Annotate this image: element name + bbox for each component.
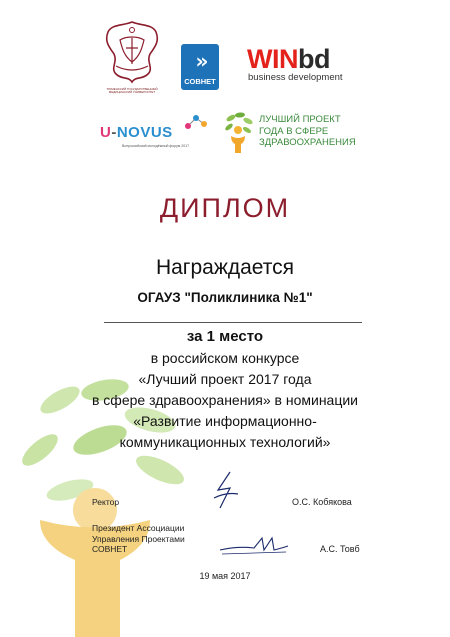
award-text-line: коммуникационных технологий» <box>119 434 331 450</box>
crest-icon <box>100 18 164 86</box>
president-title <box>92 523 185 555</box>
best-project-line: ГОДА В СФЕРЕ <box>259 125 329 137</box>
unovus-novus-text: NOVUS <box>116 124 173 141</box>
best-project-logo <box>223 108 363 158</box>
recipient-name: ОГАУЗ "Поликлиника №1" <box>137 290 313 305</box>
president-signature <box>218 532 290 558</box>
best-project-line: ЗДРАВООХРАНЕНИЯ <box>259 137 356 148</box>
president-title-line: Управления Проектами <box>92 533 185 544</box>
unovus-u-text: U <box>100 124 112 141</box>
rector-signature <box>200 468 250 518</box>
unovus-caption: Всероссийский молодёжный форум 2017 <box>122 144 190 148</box>
unovus-dash-text: - <box>111 124 117 141</box>
award-text-line: «Развитие информационно- <box>133 413 317 429</box>
rector-label: Ректор <box>92 497 120 507</box>
sovnet-label: СОВНЕТ <box>184 77 216 86</box>
rector-name: О.С. Кобякова <box>292 497 352 507</box>
divider-line <box>104 322 362 323</box>
award-text-line: в сфере здравоохранения» в номинации <box>91 392 358 408</box>
diploma-title: ДИПЛОМ <box>159 193 291 223</box>
president-title-line: СОВНЕТ <box>92 544 128 554</box>
place-award: за 1 место <box>186 328 264 345</box>
winbd-bd-text: bd <box>297 44 330 74</box>
unovus-logo <box>100 112 212 152</box>
crest-caption: ТЮМЕНСКИЙ ГОСУДАРСТВЕННЫЙ МЕДИЦИНСКИЙ УНИВЕРСИТЕТ <box>106 87 158 95</box>
winbd-logo <box>247 46 343 83</box>
diploma-date: 19 мая 2017 <box>199 571 251 581</box>
president-name: А.С. Товб <box>320 544 360 554</box>
unovus-molecule-icon <box>182 112 210 134</box>
awarded-heading: Награждается <box>155 256 295 279</box>
growth-tree-icon <box>223 110 255 154</box>
best-project-title <box>259 114 356 149</box>
sovnet-logo <box>181 44 219 90</box>
university-crest-logo <box>100 18 164 100</box>
winbd-subtitle: business development <box>248 72 343 83</box>
award-text-line: «Лучший проект 2017 года <box>138 371 312 387</box>
award-text-line: в российском конкурсе <box>150 350 300 366</box>
president-title-line: Президент Ассоциации <box>92 523 185 533</box>
best-project-line: ЛУЧШИЙ ПРОЕКТ <box>259 114 341 125</box>
sovnet-arrows-icon: » <box>195 49 205 73</box>
winbd-win-text: WIN <box>247 44 298 74</box>
